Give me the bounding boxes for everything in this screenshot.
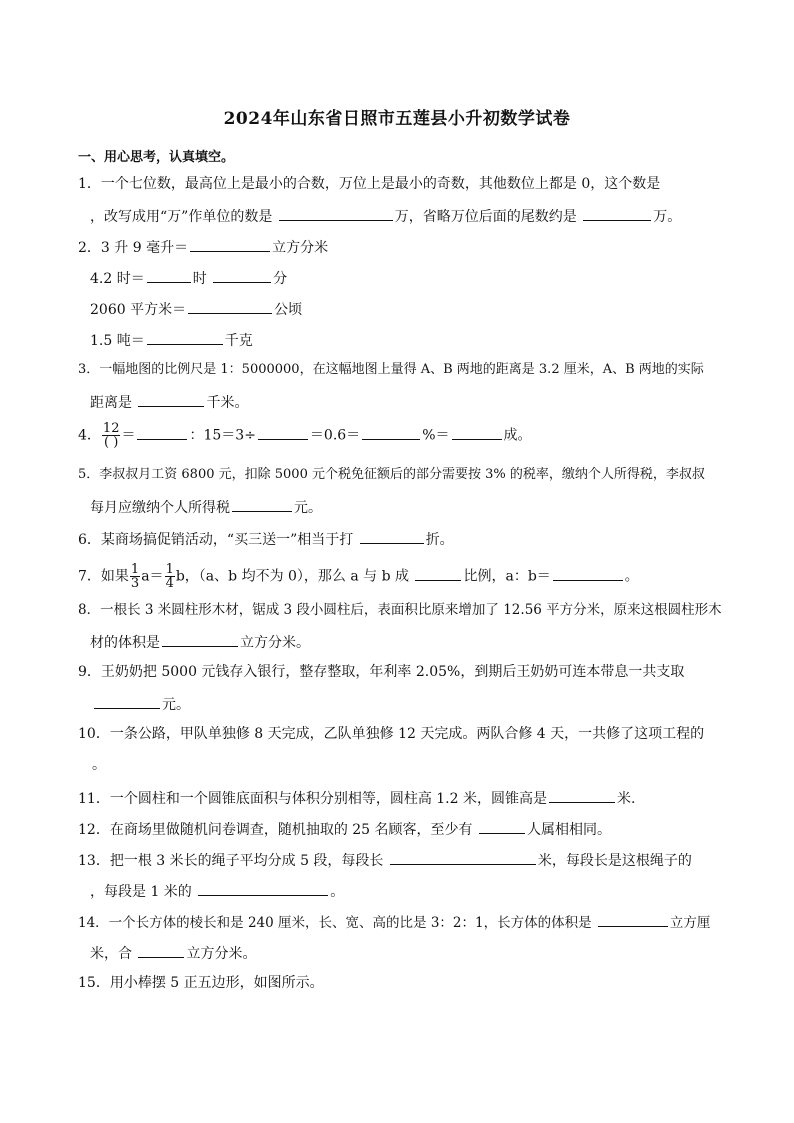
answer-blank[interactable] — [479, 818, 525, 834]
q14-text-b2: 立方分米。 — [186, 946, 257, 962]
q4-line — [78, 422, 532, 449]
q8-line1 — [78, 600, 722, 620]
q5-line1 — [78, 465, 705, 485]
answer-blank[interactable] — [147, 329, 223, 345]
q7-text-a4: 比例，a：b＝ — [463, 568, 551, 585]
q3-text: 3．一幅地图的比例尺是 1：5000000，在这幅地图上量得 A、B 两地的距离是 3.2 厘米，A、B 两地的实际 — [78, 362, 704, 377]
q1-text-b3: 万。 — [653, 209, 682, 225]
fraction-numerator: 12 — [102, 421, 120, 436]
q3-text-b2: 千米。 — [206, 395, 249, 411]
fraction-numerator: 1 — [165, 562, 174, 577]
q4-text-p5: 成。 — [503, 427, 532, 444]
q4-text-p2: ：15＝3÷ — [189, 427, 256, 444]
answer-blank[interactable] — [94, 693, 160, 709]
q12-text-a2: 人属相相同。 — [526, 822, 611, 838]
q1-line1 — [78, 174, 660, 194]
q2-unit-b2: 时 — [192, 271, 207, 287]
q15-text: 15．用小棒摆 5 正五边形，如图所示。 — [78, 975, 324, 991]
q1-line2 — [90, 205, 681, 227]
q8-line2 — [90, 631, 310, 653]
answer-blank[interactable] — [583, 205, 651, 221]
q12-text: 12．在商场里做随机问卷调查，随机抽取的 25 名顾客，至少有 — [78, 822, 473, 838]
answer-blank[interactable] — [279, 205, 393, 221]
answer-blank[interactable] — [232, 496, 292, 512]
answer-blank[interactable] — [390, 849, 536, 865]
fraction — [102, 422, 121, 449]
answer-blank[interactable] — [147, 267, 191, 283]
q2-unit-b3: 分 — [273, 271, 288, 287]
q1-text: 1．一个七位数，最高位上是最小的合数，万位上是最小的奇数，其他数位上都是 0，这个数是 — [78, 176, 661, 192]
q2-line1 — [78, 236, 328, 258]
q14-line1 — [78, 911, 710, 933]
q2-line2 — [90, 267, 287, 289]
q13-text-b2: 。 — [330, 884, 345, 900]
answer-blank[interactable] — [553, 565, 623, 581]
q13-line1 — [78, 849, 692, 871]
answer-blank[interactable] — [258, 424, 308, 440]
q8-text-b2: 立方分米。 — [240, 635, 310, 651]
q9-line1 — [78, 662, 684, 682]
q2-unit-c2: 公顷 — [274, 302, 303, 318]
q10-line1 — [78, 724, 704, 744]
q2-text: 2．3 升 9 毫升＝ — [78, 240, 189, 256]
q15-line — [78, 973, 324, 993]
q2-text-b1: 4.2 时＝ — [90, 271, 145, 287]
q14-text-a2: 立方厘 — [669, 915, 711, 931]
q11-line — [78, 787, 635, 809]
q5-line2 — [90, 496, 322, 518]
q7-text-a2: a＝ — [141, 568, 164, 585]
q10-text-b: 。 — [92, 757, 106, 773]
q2-text-d1: 1.5 吨＝ — [90, 333, 145, 349]
answer-blank[interactable] — [213, 267, 271, 283]
q10-line2 — [92, 755, 106, 775]
answer-blank[interactable] — [549, 787, 615, 803]
q13-text-b1: ，每段是 1 米的 — [90, 884, 192, 900]
q12-line — [78, 818, 611, 840]
q9-text-b: 元。 — [162, 697, 190, 713]
q1-text-b1: ，改写成用“万”作单位的数是 — [90, 209, 273, 225]
answer-blank[interactable] — [188, 298, 272, 314]
q10-text: 10．一条公路，甲队单独修 8 天完成，乙队单独修 12 天完成。两队合修 4 天，一共修了这项工程的 — [78, 726, 705, 742]
q5-text-b2: 元。 — [294, 500, 322, 516]
q1-text-b2: 万，省略万位后面的尾数约是 — [394, 209, 577, 225]
q2-unit-d2: 千克 — [224, 333, 253, 349]
q8-text: 8．一根长 3 米圆柱形木材，锯成 3 段小圆柱后，表面积比原来增加了 12.56 平方分米，原来这根圆柱形木 — [78, 602, 722, 618]
fraction — [165, 563, 175, 590]
fraction-denominator: 3 — [130, 576, 140, 591]
section-heading: 一、用心思考，认真填空。 — [78, 150, 235, 165]
q8-text-b1: 材的体积是 — [90, 635, 160, 651]
q2-line3 — [90, 298, 302, 320]
q13-text-a2: 米，每段长是这根绳子的 — [537, 853, 692, 869]
fraction-denominator: 4 — [165, 576, 174, 591]
q11-text: 11．一个圆柱和一个圆锥底面积与体积分别相等，圆柱高 1.2 米，圆锥高是 — [78, 791, 547, 807]
q9-text: 9．王奶奶把 5000 元钱存入银行，整存整取，年利率 2.05%，到期后王奶奶可连本带息一共支取 — [78, 664, 685, 680]
q14-text: 14．一个长方体的棱长和是 240 厘米，长、宽、高的比是 3：2：1，长方体的体积是 — [78, 915, 592, 931]
answer-blank[interactable] — [138, 942, 184, 958]
q3-line1 — [78, 360, 704, 380]
answer-blank[interactable] — [360, 528, 424, 544]
q7-line — [78, 563, 639, 590]
q4-text-p3: ＝0.6＝ — [309, 427, 361, 444]
q7-text: 7．如果 — [78, 568, 129, 585]
q7-text-a5: 。 — [624, 568, 639, 585]
q2-unit: 立方分米 — [272, 240, 329, 256]
answer-blank[interactable] — [138, 391, 204, 407]
answer-blank[interactable] — [362, 424, 420, 440]
fraction-denominator: ( ) — [104, 435, 119, 450]
q14-line2 — [90, 942, 256, 964]
q2-line4 — [90, 329, 253, 351]
answer-blank[interactable] — [198, 880, 328, 896]
q3-text-b1: 距离是 — [90, 395, 132, 411]
q7-text-a3: b，（a、b 均不为 0），那么 a 与 b 成 — [175, 568, 410, 585]
q2-text-c1: 2060 平方米＝ — [90, 302, 187, 318]
q4-text-p4: %＝ — [422, 427, 450, 444]
answer-blank[interactable] — [415, 565, 461, 581]
q4-number: 4． — [78, 427, 101, 444]
q5-text: 5．李叔叔月工资 6800 元，扣除 5000 元个税免征额后的部分需要按 3% 的税率，缴纳个人所得税，李叔叔 — [78, 467, 705, 482]
answer-blank[interactable] — [452, 424, 502, 440]
q5-text-b1: 每月应缴纳个人所得税 — [90, 500, 230, 516]
q4-text-p1: ＝ — [121, 427, 136, 444]
answer-blank[interactable] — [190, 236, 270, 252]
page-title: 2024年山东省日照市五莲县小升初数学试卷 — [223, 109, 571, 129]
q3-line2 — [90, 391, 248, 413]
q6-line — [78, 528, 454, 550]
q9-line2 — [92, 693, 190, 715]
fraction-numerator: 1 — [130, 562, 140, 577]
answer-blank[interactable] — [598, 911, 668, 927]
fraction — [130, 563, 140, 590]
q14-text-b1: 米，合 — [90, 946, 132, 962]
q6-text: 6．某商场搞促销活动，“买三送一”相当于打 — [78, 532, 354, 548]
answer-blank[interactable] — [162, 631, 238, 647]
q11-text-a2: 米. — [616, 791, 636, 807]
q13-text: 13．把一根 3 米长的绳子平均分成 5 段，每段长 — [78, 853, 384, 869]
answer-blank[interactable] — [137, 424, 187, 440]
q13-line2 — [90, 880, 344, 902]
q6-text-a2: 折。 — [425, 532, 454, 548]
